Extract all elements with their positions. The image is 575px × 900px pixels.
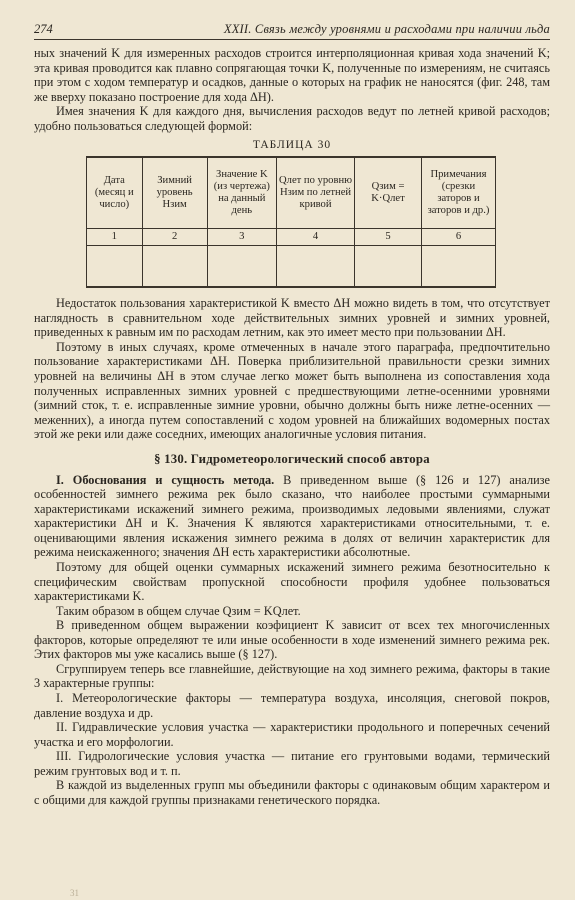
section-title: § 130. Гидрометеорологический способ автора <box>154 451 430 466</box>
column-header: Значение K (из чертежа) на данный день <box>207 157 276 229</box>
table-cell <box>87 246 143 288</box>
column-number: 4 <box>276 229 354 246</box>
table-cell <box>421 246 495 288</box>
column-header: Примечания (срезки заторов и заторов и др.) <box>421 157 495 229</box>
page-footer-mark: 31 <box>70 888 79 898</box>
paragraph: Таким образом в общем случае Qзим = KQлет. <box>56 603 301 618</box>
data-table <box>86 156 496 288</box>
column-header: Зимний уровень Hзим <box>142 157 207 229</box>
paragraph: Поэтому для общей оценки суммарных искажений зимнего режима безотносительно к специфическим свойствам пропускной способности профиля удобнее пользоваться характеристиками K. <box>34 560 550 604</box>
paragraph: I. Метеорологические факторы — температура воздуха, инсоляция, снеговой покров, давление воздуха и др. <box>34 690 550 720</box>
paragraph-text: В приведенном выше (§ 126 и 127) анализе особенностей зимнего режима рек было сказано, что наиболее простыми суммарными характеристиками искажений зимнего режима, производимых ледовыми явлениями, служат характеристики ΔH и K. Значения K являются характеристиками относительными, т. е. оценивающими явления искажения зимнего режима в долях от величин характеристик для режима неискаженного; значения ΔH есть характеристики абсолютные. <box>34 472 550 560</box>
running-title: XXII. Связь между уровнями и расходами при наличии льда <box>223 22 550 36</box>
column-number: 3 <box>207 229 276 246</box>
book-page <box>34 22 550 882</box>
column-header: Qлет по уровню Hзим по летней кривой <box>276 157 354 229</box>
page-number: 274 <box>34 22 53 36</box>
table-row <box>87 229 496 246</box>
paragraph: Недостаток пользования характеристикой K вместо ΔH можно видеть в том, что отсутствует наглядность в сравнительном ходе действительных зимних уровней и зимних уровней, приведенных к равным им по расходам летним, как это имеет место при пользовании ΔH. <box>34 296 550 340</box>
paragraph: Поэтому в иных случаях, кроме отмеченных в начале этого параграфа, предпочтительно пользование характеристиками ΔH. Поверка приблизительной правильности срезки зимних уровней на величины ΔH в этом случае легко может быть выполнена из сопоставления хода полученных исправленных зимних уровней с предшествующими летне-осенними уровнями (зимний сток, т. е. исправленные зимние уровни, обычно должны быть ниже летне-осенних — меженних), а иногда путем сопоставлений с ходом уровней на ближайших водомерных постах этой же реки или даже соседних, имеющих аналогичные условия питания. <box>34 339 550 442</box>
paragraph: В каждой из выделенных групп мы объединили факторы с одинаковым общим характером и с общими для каждой группы признаками генетического порядка. <box>34 778 550 807</box>
paragraph: ных значений K для измеренных расходов строится интерполяционная кривая хода значений K; эта кривая проводится как плавно сопрягающая точки K, полученные по измерениям, не считаясь при этом с ходом температур и осадков, данные о которых на график не наносятся (фиг. 248, там же вверху показано построение для хода ΔH). <box>34 46 550 104</box>
subheading: I. Обоснования и сущность метода. <box>56 472 275 487</box>
table-cell <box>355 246 422 288</box>
column-number: 5 <box>355 229 422 246</box>
paragraph: II. Гидравлические условия участка — характеристики продольного и поперечных сечений участка и его морфологии. <box>34 720 550 749</box>
paragraph: Сгруппируем теперь все главнейшие, действующие на ход зимнего режима, факторы в такие 3 характерные группы: <box>34 661 550 691</box>
paragraph: Имея значения K для каждого дня, вычисления расходов ведут по летней кривой расходов; удобно пользоваться следующей формой: <box>34 104 550 133</box>
paragraph <box>34 473 550 560</box>
table-cell <box>207 246 276 288</box>
table-row <box>87 246 496 288</box>
paragraph: В приведенном общем выражении коэфициент K зависит от всех тех многочисленных факторов, которые определяют те или иные особенности в ходе изменений зимнего режима рек. Этих факторов мы уже касались выше (§ 127). <box>34 618 550 662</box>
table-caption: ТАБЛИЦА 30 <box>252 139 332 152</box>
column-header: Qзим = K·Qлет <box>355 157 422 229</box>
column-header: Дата (месяц и число) <box>87 157 143 229</box>
table-cell <box>142 246 207 288</box>
running-head <box>34 22 550 40</box>
column-number: 6 <box>421 229 495 246</box>
paragraph: III. Гидрологические условия участка — питание его грунтовыми водами, термический режим грунтовых вод и т. п. <box>34 749 550 778</box>
column-number: 2 <box>142 229 207 246</box>
column-number: 1 <box>87 229 143 246</box>
table-cell <box>276 246 354 288</box>
